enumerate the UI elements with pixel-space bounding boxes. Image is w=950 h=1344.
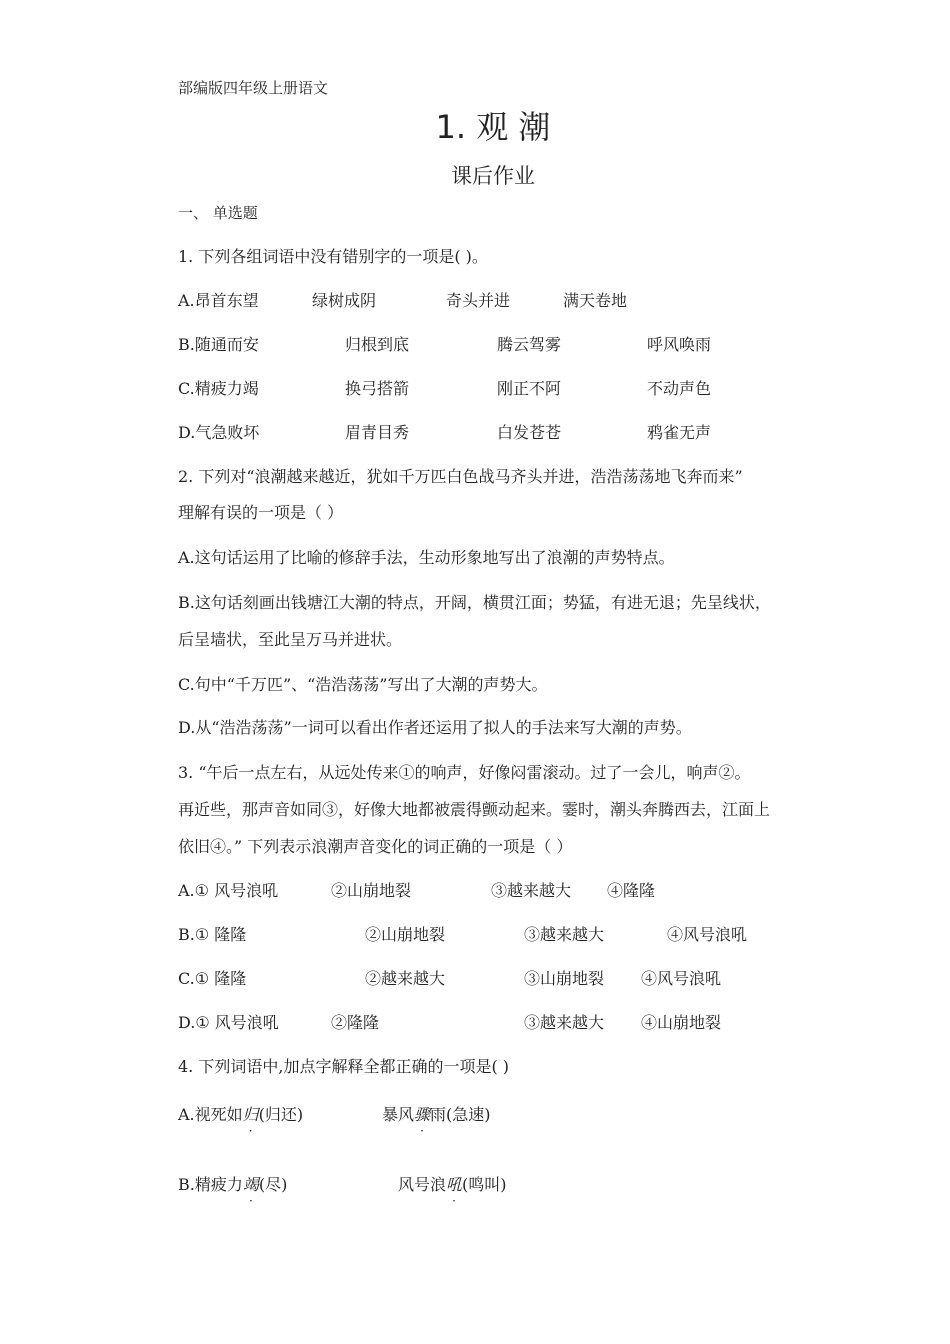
q4-b1-dotted-char: 竭 bbox=[242, 1175, 259, 1194]
q4-a2-gloss: 雨(急速) bbox=[430, 1105, 491, 1124]
q4-option-b-1 bbox=[178, 1175, 287, 1195]
question-4-stem: 4. 下列词语中,加点字解释全都正确的一项是( ) bbox=[178, 1057, 510, 1076]
document-header: 部编版四年级上册语文 bbox=[178, 79, 329, 97]
q2-option-a: A.这句话运用了比喻的修辞手法，生动形象地写出了浪潮的声势特点。 bbox=[178, 548, 675, 567]
q4-a1-dotted-char: 归 bbox=[242, 1105, 259, 1124]
q1-option-d-2: 眉青目秀 bbox=[345, 423, 410, 442]
q1-option-d-1: D.气急败坏 bbox=[178, 423, 260, 442]
q1-option-b-3: 腾云驾雾 bbox=[497, 335, 562, 354]
q2-option-b-line-2: 后呈墙状，至此呈万马并进状。 bbox=[178, 630, 403, 649]
question-3-stem-line-1: 3. “午后一点左右，从远处传来①的响声，好像闷雷滚动。过了一会儿，响声②。 bbox=[178, 763, 751, 782]
q3-option-a-4: ④隆隆 bbox=[607, 881, 656, 900]
question-3-stem-line-2: 再近些，那声音如同③，好像大地都被震得颤动起来。霎时，潮头奔腾西去，江面上 bbox=[178, 800, 771, 819]
question-3-stem-line-3: 依旧④。” 下列表示浪潮声音变化的词正确的一项是（ ） bbox=[178, 837, 573, 856]
q4-a1-prefix: A.视死如 bbox=[178, 1105, 243, 1124]
q1-option-b-4: 呼风唤雨 bbox=[647, 335, 712, 354]
q3-option-c-1: C.① 隆隆 bbox=[178, 969, 247, 988]
q3-option-d-2: ②隆隆 bbox=[331, 1013, 380, 1032]
q3-option-b-3: ③越来越大 bbox=[524, 925, 605, 944]
q4-b1-prefix: B.精疲力 bbox=[178, 1175, 243, 1194]
question-1-stem: 1. 下列各组词语中没有错别字的一项是( )。 bbox=[178, 247, 488, 266]
q3-option-b-4: ④风号浪吼 bbox=[667, 925, 748, 944]
q4-option-a-1 bbox=[178, 1105, 303, 1125]
q3-option-d-3: ③越来越大 bbox=[524, 1013, 605, 1032]
q3-option-c-2: ②越来越大 bbox=[365, 969, 446, 988]
q3-option-a-2: ②山崩地裂 bbox=[331, 881, 412, 900]
question-2-stem-line-2: 理解有误的一项是（ ） bbox=[178, 503, 344, 522]
q1-option-d-3: 白发苍苍 bbox=[497, 423, 562, 442]
q3-option-c-4: ④风号浪吼 bbox=[641, 969, 722, 988]
q1-option-a-2: 绿树成阴 bbox=[312, 291, 377, 310]
q4-option-b-2 bbox=[398, 1175, 507, 1195]
q4-b2-dotted-char: 吼 bbox=[446, 1175, 463, 1194]
q4-b2-gloss: (鸣叫) bbox=[462, 1175, 507, 1194]
q4-option-a-2 bbox=[382, 1105, 491, 1125]
section-heading: 一、 单选题 bbox=[178, 204, 258, 222]
q1-option-c-1: C.精疲力竭 bbox=[178, 379, 259, 398]
q3-option-d-1: D.① 风号浪吼 bbox=[178, 1013, 279, 1032]
q2-option-b-line-1: B.这句话刻画出钱塘江大潮的特点，开阔，横贯江面；势猛，有进无退；先呈线状， bbox=[178, 593, 771, 612]
q3-option-a-3: ③越来越大 bbox=[491, 881, 572, 900]
q1-option-a-3: 奇头并进 bbox=[446, 291, 511, 310]
q3-option-a-1: A.① 风号浪吼 bbox=[178, 881, 279, 900]
q4-a1-gloss: (归还) bbox=[258, 1105, 304, 1124]
q1-option-c-4: 不动声色 bbox=[647, 379, 712, 398]
q3-option-d-4: ④山崩地裂 bbox=[641, 1013, 722, 1032]
q1-option-a-4: 满天卷地 bbox=[563, 291, 628, 310]
q1-option-c-2: 换弓搭箭 bbox=[345, 379, 410, 398]
question-2-stem-line-1: 2. 下列对“浪潮越来越近，犹如千万匹白色战马齐头并进，浩浩荡荡地飞奔而来” bbox=[178, 467, 743, 486]
q4-a2-dotted-char: 骤 bbox=[414, 1105, 431, 1124]
q1-option-d-4: 鸦雀无声 bbox=[647, 423, 712, 442]
q4-b1-gloss: (尽) bbox=[258, 1175, 288, 1194]
q2-option-c: C.句中“千万匹”、“浩浩荡荡”写出了大潮的声势大。 bbox=[178, 675, 548, 694]
q4-b2-prefix: 风号浪 bbox=[398, 1175, 447, 1194]
q1-option-b-2: 归根到底 bbox=[345, 335, 410, 354]
q2-option-d: D.从“浩浩荡荡”一词可以看出作者还运用了拟人的手法来写大潮的声势。 bbox=[178, 718, 692, 737]
q4-a2-prefix: 暴风 bbox=[382, 1105, 415, 1124]
q1-option-a-1: A.昂首东望 bbox=[178, 291, 259, 310]
q3-option-b-1: B.① 隆隆 bbox=[178, 925, 247, 944]
q3-option-c-3: ③山崩地裂 bbox=[524, 969, 605, 988]
q3-option-b-2: ②山崩地裂 bbox=[365, 925, 446, 944]
page-subtitle: 课后作业 bbox=[451, 164, 535, 188]
q1-option-b-1: B.随通而安 bbox=[178, 335, 259, 354]
page-title: 1. 观 潮 bbox=[435, 108, 551, 146]
q1-option-c-3: 刚正不阿 bbox=[497, 379, 562, 398]
